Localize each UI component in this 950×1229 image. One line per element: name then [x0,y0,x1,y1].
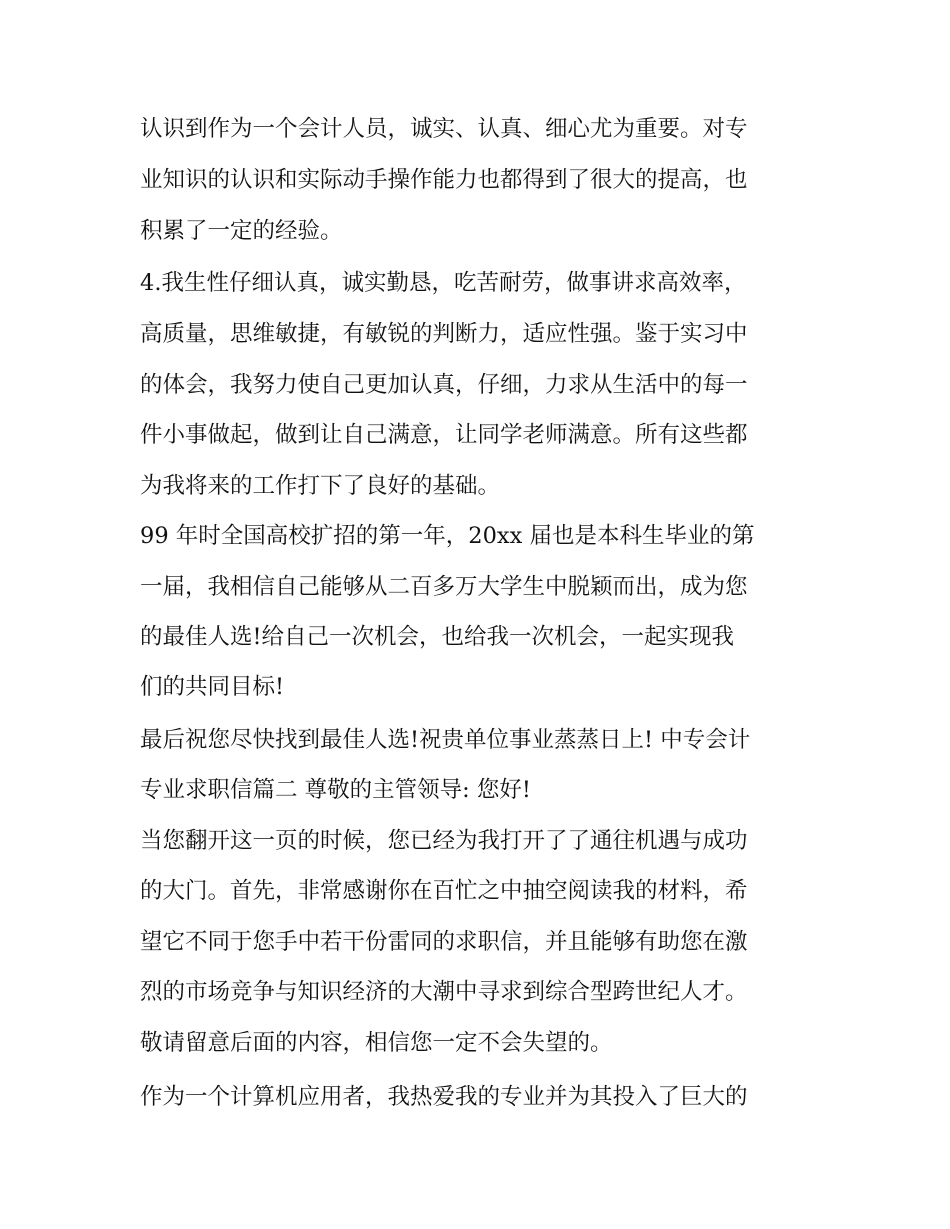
text-line-2: 业知识的认识和实际动手操作能力也都得到了很大的提高，也 [140,167,748,193]
text-line-5: 高质量，思维敏捷，有敏锐的判断力，适应性强。鉴于实习中 [140,321,748,347]
text-line-1: 认识到作为一个会计人员，诚实、认真、细心尤为重要。对专 [140,116,748,142]
text-line-6: 的体会，我努力使自己更加认真，仔细，力求从生活中的每一 [140,372,748,398]
text-line-9: 99 年时全国高校扩招的第一年，20xx 届也是本科生毕业的第 [140,523,755,549]
text-line-15: 当您翻开这一页的时候，您已经为我打开了了通往机遇与成功 [140,828,748,854]
text-line-17: 望它不同于您手中若干份雷同的求职信，并且能够有助您在激 [140,929,748,955]
text-line-3: 积累了一定的经验。 [140,218,343,244]
text-line-8: 为我将来的工作打下了良好的基础。 [140,473,501,499]
text-line-14: 专业求职信篇二 尊敬的主管领导: 您好! [140,777,531,803]
text-line-20: 作为一个计算机应用者，我热爱我的专业并为其投入了巨大的 [140,1084,748,1110]
text-line-13: 最后祝您尽快找到最佳人选!祝贵单位事业蒸蒸日上! 中专会计 [140,727,751,753]
text-line-10: 一届，我相信自己能够从二百多万大学生中脱颖而出，成为您 [140,574,748,600]
text-line-19: 敬请留意后面的内容，相信您一定不会失望的。 [140,1030,613,1056]
text-line-4: 4.我生性仔细认真，诚实勤恳，吃苦耐劳，做事讲求高效率， [140,270,747,296]
text-line-11: 的最佳人选!给自己一次机会，也给我一次机会，一起实现我 [140,624,735,650]
text-line-16: 的大门。首先，非常感谢你在百忙之中抽空阅读我的材料，希 [140,878,748,904]
text-line-18: 烈的市场竞争与知识经济的大潮中寻求到综合型跨世纪人才。 [140,979,748,1005]
text-line-12: 们的共同目标! [140,674,285,700]
text-line-7: 件小事做起，做到让自己满意，让同学老师满意。所有这些都 [140,422,748,448]
